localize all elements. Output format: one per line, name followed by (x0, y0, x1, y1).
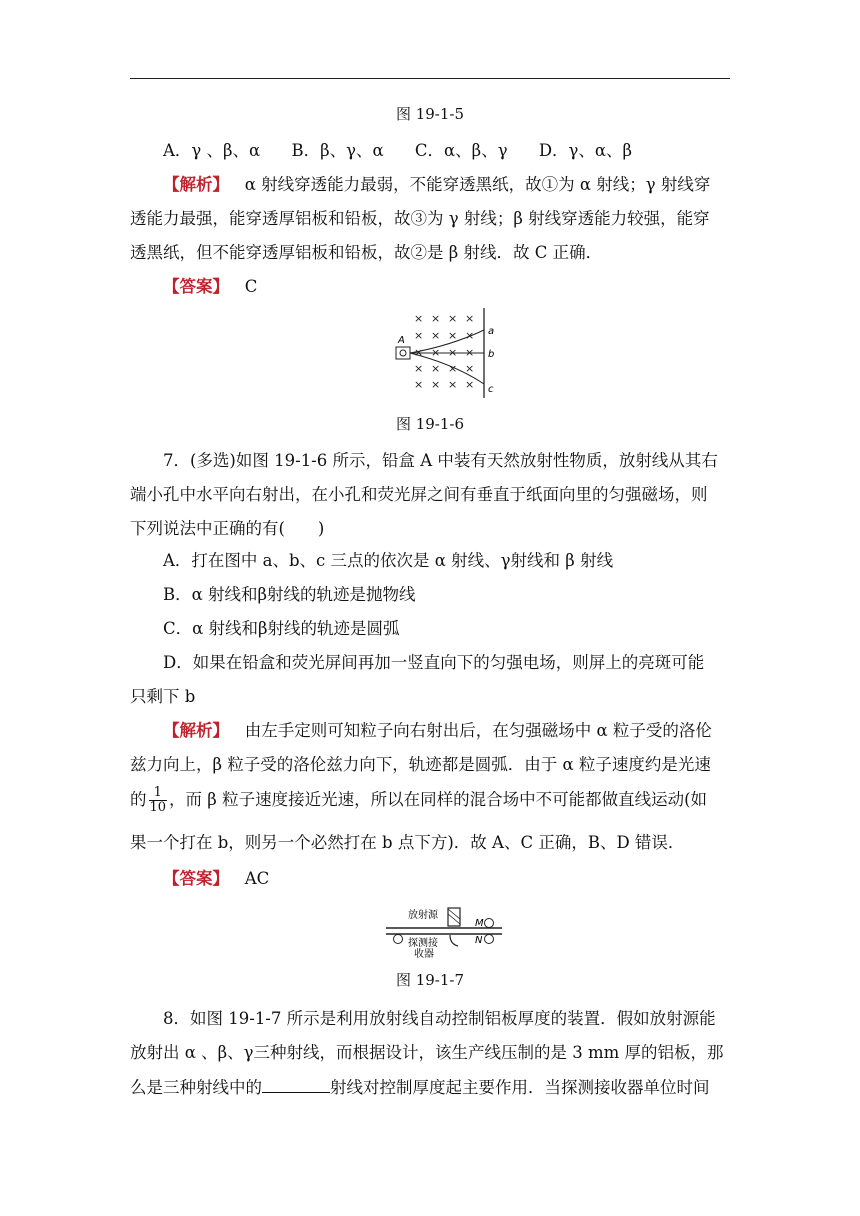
figure-caption-19-1-6: 图 19-1-6 (395, 415, 465, 433)
header-rule (130, 78, 730, 79)
q6-options (130, 140, 763, 162)
svg-text:×: × (448, 378, 458, 391)
q7-stem-line-3: 下列说法中正确的有( ) (130, 519, 325, 538)
svg-text:×: × (465, 312, 475, 325)
q7-analysis-line-3: 的 $\frac{1}{10}$ ，而 β 粒子速度接近光速，所以在同样的混合场中不可能都做直线运动(如 (130, 785, 708, 815)
figure-caption-19-1-7: 图 19-1-7 (395, 971, 465, 989)
svg-text:×: × (448, 329, 458, 342)
q6-analysis-line-3: 透黑纸，但不能穿透厚铝板和铅板，故②是 β 射线．故 C 正确． (130, 243, 603, 262)
q7-option-a: A．打在图中 a、b、c 三点的依次是 α 射线、γ射线和 β 射线 (163, 551, 614, 570)
svg-text:×: × (414, 312, 424, 325)
label-N: N (475, 935, 483, 946)
label-receiver-1: 探测接 (408, 938, 438, 949)
detector-probe (450, 935, 458, 946)
svg-text:×: × (431, 362, 441, 375)
svg-text:×: × (465, 362, 475, 375)
svg-text:×: × (431, 378, 441, 391)
field-marks (414, 312, 474, 391)
q7-analysis-line-2: 兹力向上，β 粒子受的洛伦兹力向下，轨迹都是圆弧．由于 α 粒子速度约是光速 (130, 755, 711, 774)
label-A: A (398, 335, 405, 346)
q7-option-c: C．α 射线和β射线的轨迹是圆弧 (163, 619, 400, 638)
svg-text:×: × (414, 346, 424, 359)
svg-text:×: × (465, 346, 475, 359)
magnetic-field-diagram (392, 306, 512, 402)
q7-stem-line-1: 7．(多选)如图 19-1-6 所示，铅盒 A 中装有天然放射性物质，放射线从其右 (163, 451, 718, 470)
figure-19-1-6 (392, 306, 512, 402)
svg-text:×: × (448, 312, 458, 325)
svg-text:×: × (414, 378, 424, 391)
lead-box (396, 347, 410, 359)
q7-stem-line-2: 端小孔中水平向右射出，在小孔和荧光屏之间有垂直于纸面向里的匀强磁场，则 (130, 485, 708, 504)
svg-text:×: × (414, 329, 424, 342)
q8-line-2: 放射出 α 、β、γ三种射线，而根据设计，该生产线压制的是 3 mm 厚的铝板，那 (130, 1043, 724, 1062)
q6-analysis-line-1: 【解析】 α 射线穿透能力最弱，不能穿透黑纸，故①为 α 射线；γ 射线穿 (163, 175, 711, 194)
q6-answer (130, 276, 763, 298)
q7-option-b: B．α 射线和β射线的轨迹是抛物线 (163, 585, 416, 604)
label-b: b (488, 349, 495, 360)
label-M: M (475, 918, 484, 929)
q6-option-d: D．γ、α、β (538, 141, 633, 160)
answer-blank (262, 1076, 330, 1093)
q6-option-b: B．β、γ、α (291, 141, 384, 160)
q7-option-d-line-2: 只剩下 b (130, 687, 196, 706)
q7-answer (130, 868, 763, 890)
q6-analysis-line-2: 透能力最强，能穿透厚铝板和铅板，故③为 γ 射线；β 射线穿透能力较强，能穿 (130, 209, 710, 228)
q6-answer-value: C (244, 277, 258, 296)
roller-n (485, 935, 494, 944)
roller-left (394, 935, 403, 944)
q7-analysis-line-1: 【解析】 由左手定则可知粒子向右射出后，在匀强磁场中 α 粒子受的洛伦 (163, 721, 712, 740)
svg-text:×: × (465, 378, 475, 391)
analysis-tag: 【解析】 (163, 721, 229, 740)
figure-caption-19-1-5: 图 19-1-5 (395, 105, 465, 123)
answer-tag: 【答案】 (163, 277, 229, 296)
q7-analysis-line-4: 果一个打在 b，则另一个必然打在 b 点下方)．故 A、C 正确，B、D 错误． (130, 833, 685, 852)
q8-line-1: 8．如图 19-1-7 所示是利用放射线自动控制铝板厚度的装置．假如放射源能 (163, 1009, 716, 1028)
roller-m (485, 919, 494, 928)
label-receiver-2: 收器 (414, 949, 434, 960)
q6-option-c: C．α、β、γ (414, 141, 508, 160)
q7-option-d-line-1: D．如果在铅盒和荧光屏间再加一竖直向下的匀强电场，则屏上的亮斑可能 (163, 653, 705, 672)
answer-tag: 【答案】 (163, 869, 229, 888)
svg-text:×: × (465, 329, 475, 342)
q8-line-3: 么是三种射线中的 射线对控制厚度起主要作用．当探测接收器单位时间 (130, 1078, 710, 1097)
figure-19-1-7 (384, 904, 508, 960)
label-c: c (488, 384, 494, 395)
svg-text:×: × (448, 346, 458, 359)
q7-answer-value: AC (244, 869, 270, 888)
svg-text:×: × (414, 362, 424, 375)
label-a: a (488, 326, 495, 337)
svg-text:×: × (448, 362, 458, 375)
fraction-one-tenth: $\frac{1}{10}$ (149, 785, 167, 815)
label-radiation-source: 放射源 (408, 910, 438, 921)
thickness-control-diagram (384, 904, 508, 960)
analysis-tag: 【解析】 (163, 175, 229, 194)
q6-option-a: A．γ 、β、α (163, 141, 261, 160)
svg-text:×: × (431, 329, 441, 342)
svg-text:×: × (431, 346, 441, 359)
svg-text:×: × (431, 312, 441, 325)
